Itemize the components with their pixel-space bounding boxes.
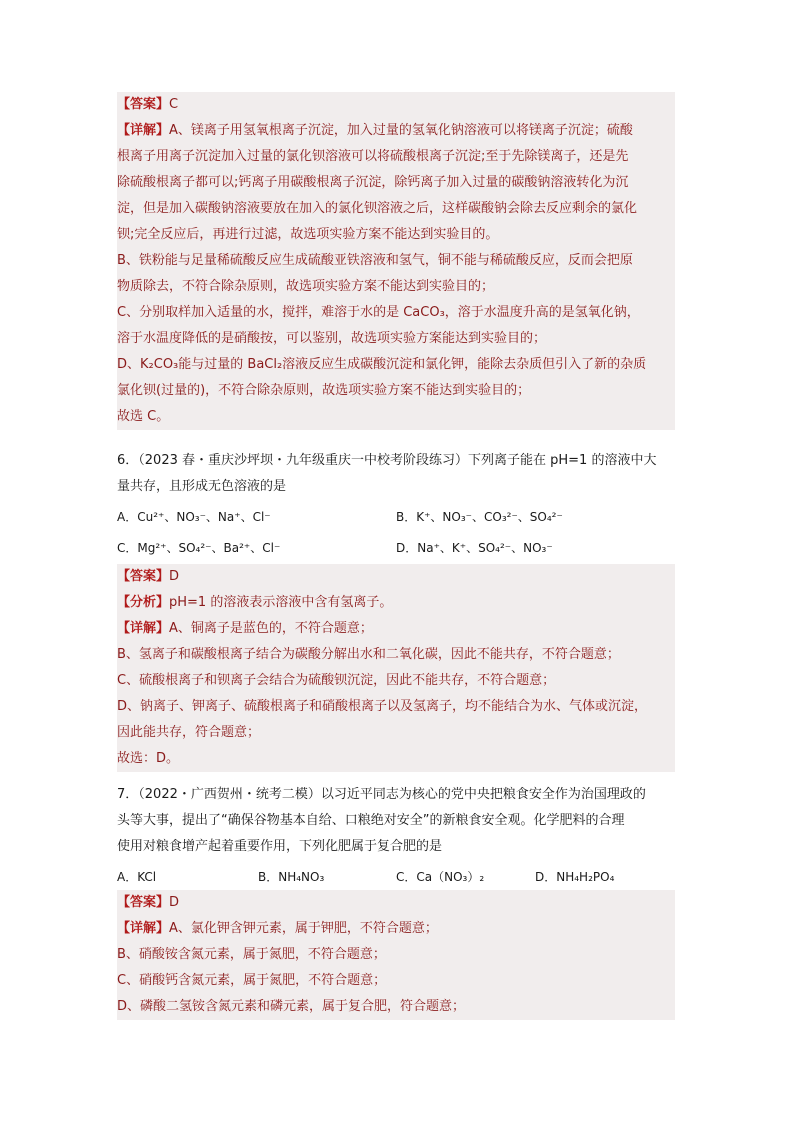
detail-line: D、磷酸二氢铵含氮元素和磷元素，属于复合肥，符合题意； (117, 999, 466, 1014)
detail-line: 故选：D。 (117, 751, 180, 766)
q7-options (117, 868, 677, 888)
detail-tag: 【详解】 (117, 921, 170, 936)
q7-solution-block (117, 890, 675, 1020)
option-b: B．NH₄NO₃ (258, 870, 325, 884)
answer-tag: 【答案】 (117, 569, 170, 584)
q7-stem (117, 782, 675, 860)
answer-value: C (169, 97, 179, 112)
detail-line: C、硫酸根离子和钡离子会结合为硫酸钡沉淀，因此不能共存，不符合题意； (117, 673, 556, 688)
detail-tag: 【详解】 (117, 123, 170, 138)
detail-line: 物质除去，不符合除杂原则，故选项实验方案不能达到实验目的； (117, 279, 495, 294)
option-a: A．KCl (117, 870, 157, 884)
answer-line (117, 92, 675, 118)
answer-value: D (169, 895, 180, 910)
detail-line (117, 118, 675, 144)
stem-line: 6．（2023 春・重庆沙坪坝・九年级重庆一中校考阶段练习）下列离子能在 pH=1 的溶液中大 (117, 453, 657, 468)
q6-stem (117, 448, 675, 500)
stem-line: 7．（2022・广西贺州・统考二模）以习近平同志为核心的党中央把粮食安全作为治国理政的 (117, 787, 646, 802)
detail-line: B、氢离子和碳酸根离子结合为碳酸分解出水和二氧化碳，因此不能共存，不符合题意； (117, 647, 620, 662)
detail-line: C、分别取样加入适量的水，搅拌，难溶于水的是 CaCO₃，溶于水温度升高的是氢氧化钠， (117, 305, 640, 320)
detail-line: D、钠离子、钾离子、硫酸根离子和硝酸根离子以及氢离子，均不能结合为水、气体或沉淀， (117, 699, 648, 714)
detail-text: A、氯化钾含钾元素，属于钾肥，不符合题意； (169, 921, 438, 936)
detail-text: A、铜离子是蓝色的，不符合题意； (169, 621, 373, 636)
q5-solution-block (117, 92, 675, 430)
detail-line: 钡;完全反应后，再进行过滤，故选项实验方案不能达到实验目的。 (117, 227, 499, 242)
detail-line: B、铁粉能与足量稀硫酸反应生成硫酸亚铁溶液和氢气，铜不能与稀硫酸反应，反而会把原 (117, 253, 633, 268)
option-b: B．K⁺、NO₃⁻、CO₃²⁻、SO₄²⁻ (396, 510, 563, 524)
detail-tag: 【详解】 (117, 621, 170, 636)
analysis-tag: 【分析】 (117, 595, 170, 610)
detail-line: 根离子用离子沉淀加入过量的氯化钡溶液可以将硫酸根离子沉淀;至于先除镁离子，还是先 (117, 149, 629, 164)
detail-line: 因此能共存，符合题意； (117, 725, 261, 740)
detail-text: A、镁离子用氢氧根离子沉淀，加入过量的氢氧化钠溶液可以将镁离子沉淀；硫酸 (169, 123, 633, 138)
answer-line (117, 890, 675, 916)
q6-options (117, 508, 677, 560)
answer-tag: 【答案】 (117, 895, 170, 910)
q6-solution-block (117, 564, 675, 772)
analysis-text: pH=1 的溶液表示溶液中含有氢离子。 (169, 595, 393, 610)
detail-line: D、K₂CO₃能与过量的 BaCl₂溶液反应生成碳酸沉淀和氯化钾，能除去杂质但引入了新的杂质 (117, 357, 647, 372)
stem-line: 使用对粮食增产起着重要作用，下列化肥属于复合肥的是 (117, 839, 443, 854)
option-d: D．Na⁺、K⁺、SO₄²⁻、NO₃⁻ (396, 541, 553, 555)
detail-line (117, 916, 675, 942)
option-c: C．Ca（NO₃）₂ (396, 870, 485, 884)
answer-tag: 【答案】 (117, 97, 170, 112)
stem-line: 量共存，且形成无色溶液的是 (117, 479, 287, 494)
option-d: D．NH₄H₂PO₄ (535, 870, 615, 884)
answer-line (117, 564, 675, 590)
answer-value: D (169, 569, 180, 584)
detail-line: 故选 C。 (117, 409, 170, 424)
detail-line: 氯化钡(过量的)，不符合除杂原则，故选项实验方案不能达到实验目的； (117, 383, 531, 398)
analysis-line (117, 590, 675, 616)
detail-line: B、硝酸铵含氮元素，属于氮肥，不符合题意； (117, 947, 386, 962)
detail-line: 溶于水温度降低的是硝酸按，可以鉴别，故选项实验方案能达到实验目的； (117, 331, 547, 346)
option-a: A．Cu²⁺、NO₃⁻、Na⁺、Cl⁻ (117, 510, 271, 524)
option-c: C．Mg²⁺、SO₄²⁻、Ba²⁺、Cl⁻ (117, 541, 281, 555)
detail-line: C、硝酸钙含氮元素，属于氮肥，不符合题意； (117, 973, 387, 988)
detail-line: 淀，但是加入碳酸钠溶液要放在加入的氯化钡溶液之后，这样碳酸钠会除去反应剩余的氯化 (117, 201, 638, 216)
stem-line: 头等大事，提出了“确保谷物基本自给、口粮绝对安全”的新粮食安全观。化学肥料的合理 (117, 813, 625, 828)
detail-line (117, 616, 675, 642)
detail-line: 除硫酸根离子都可以;钙离子用碳酸根离子沉淀，除钙离子加入过量的碳酸钠溶液转化为沉 (117, 175, 629, 190)
